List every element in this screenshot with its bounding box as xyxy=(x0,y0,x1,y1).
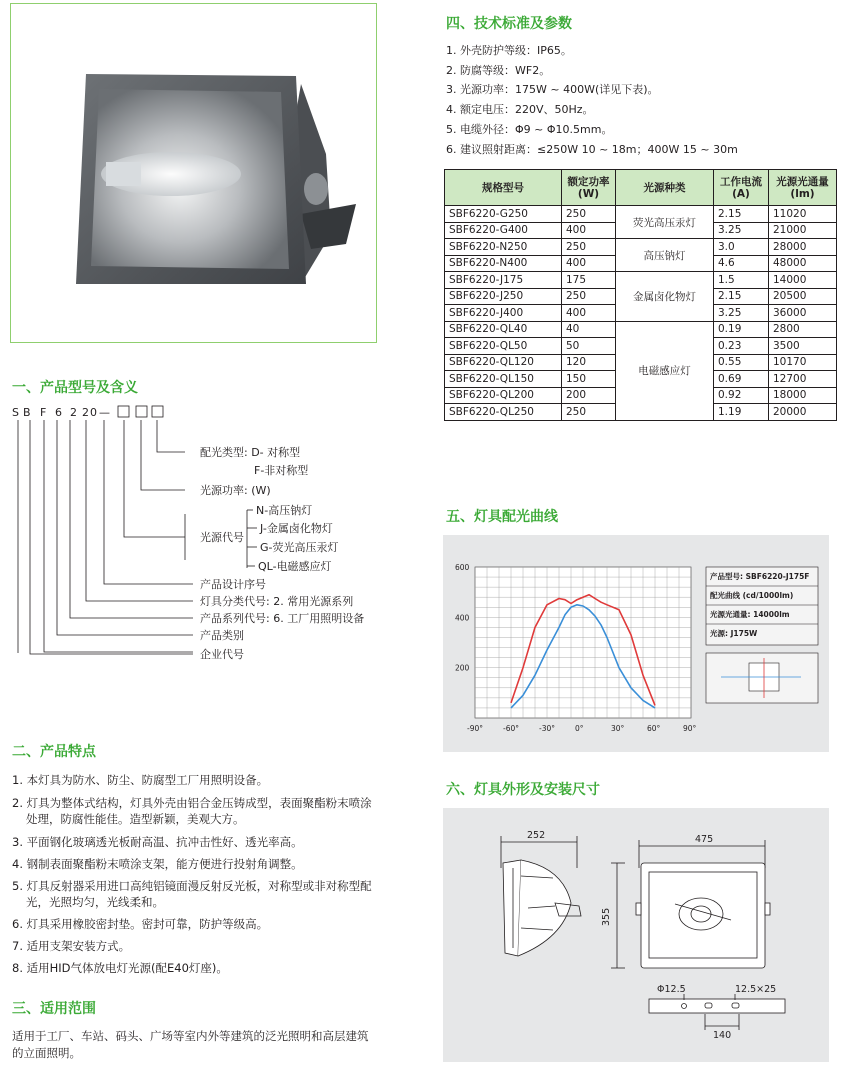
x-tick-label: -60° xyxy=(503,724,519,733)
info-model: 产品型号: SBF6220-J175F xyxy=(710,572,810,581)
cell-flux: 36000 xyxy=(769,305,837,322)
dim-slot: 12.5×25 xyxy=(735,984,777,995)
x-tick-label: -30° xyxy=(539,724,555,733)
section3-title: 三、适用范围 xyxy=(12,1001,96,1017)
x-tick-label: 0° xyxy=(575,724,584,733)
code-char-0: 0 xyxy=(90,406,97,419)
x-tick-label: 60° xyxy=(647,724,661,733)
code-line-series: 产品系列代号: 6. 工厂用照明设备 xyxy=(200,612,365,625)
code-dash: — xyxy=(99,406,110,419)
code-char-2a: 2 xyxy=(70,406,77,419)
dimension-drawing xyxy=(443,808,829,1062)
spec-voltage: 4. 额定电压：220V、50Hz。 xyxy=(446,103,594,116)
feature-item-2-cont: 处理，防腐性能佳。造型新颖，美观大方。 xyxy=(26,812,245,826)
cell-power: 200 xyxy=(562,387,616,404)
feature-item-7: 7. 适用支架安装方式。 xyxy=(12,939,131,953)
cell-model: SBF6220-QL250 xyxy=(445,404,562,421)
dim-side-width: 252 xyxy=(527,830,546,841)
cell-model: SBF6220-J175 xyxy=(445,272,562,289)
code-char-F: F xyxy=(40,406,47,419)
code-line-category: 产品类别 xyxy=(200,629,244,642)
cell-current: 0.19 xyxy=(714,321,769,338)
cell-model: SBF6220-G250 xyxy=(445,206,562,223)
table-header-row xyxy=(445,170,837,206)
code-line-classification: 灯具分类代号: 2. 常用光源系列 xyxy=(200,595,354,608)
table-row xyxy=(445,272,837,289)
cell-power: 250 xyxy=(562,404,616,421)
info-flux: 光源光通量: 14000lm xyxy=(710,610,790,619)
cell-current: 3.25 xyxy=(714,222,769,239)
feature-item-5: 5. 灯具反射器采用进口高纯铝镜面漫反射反光板，对称型或非对称型配 xyxy=(12,879,372,893)
section2-title: 二、产品特点 xyxy=(12,744,96,760)
cell-model: SBF6220-QL40 xyxy=(445,321,562,338)
cell-model: SBF6220-J400 xyxy=(445,305,562,322)
cell-model: SBF6220-QL150 xyxy=(445,371,562,388)
cell-current: 1.5 xyxy=(714,272,769,289)
spec-distance: 6. 建议照射距离：≤250W 10 ~ 18m；400W 15 ~ 30m xyxy=(446,143,738,156)
code-char-6: 6 xyxy=(55,406,62,419)
section6-title: 六、灯具外形及安装尺寸 xyxy=(446,782,600,798)
cell-power: 250 xyxy=(562,239,616,256)
code-line-metal-halide: J-金属卤化物灯 xyxy=(260,522,333,535)
dimension-panel xyxy=(443,808,829,1062)
cell-power: 250 xyxy=(562,288,616,305)
code-char-2b: 2 xyxy=(82,406,89,419)
feature-item-5-cont: 光，光照均匀，光线柔和。 xyxy=(26,895,164,909)
info-curve: 配光曲线 (cd/1000lm) xyxy=(710,591,794,600)
y-tick-label: 400 xyxy=(455,613,470,623)
cell-source-type: 金属卤化物灯 xyxy=(616,272,714,322)
cell-current: 0.69 xyxy=(714,371,769,388)
header-source: 光源种类 xyxy=(616,170,714,206)
y-tick-label: 200 xyxy=(455,663,470,673)
feature-item-8: 8. 适用HID气体放电灯光源(配E40灯座)。 xyxy=(12,961,228,975)
light-distribution-chart xyxy=(443,535,829,752)
spec-power: 3. 光源功率：175W ~ 400W(详见下表)。 xyxy=(446,83,659,96)
cell-source-type: 高压钠灯 xyxy=(616,239,714,272)
curve-panel xyxy=(443,535,829,752)
cell-current: 0.55 xyxy=(714,354,769,371)
x-tick-label: -90° xyxy=(467,724,483,733)
cell-current: 1.19 xyxy=(714,404,769,421)
model-code-diagram xyxy=(10,402,410,677)
cell-model: SBF6220-G400 xyxy=(445,222,562,239)
cell-source-type: 电磁感应灯 xyxy=(616,321,714,420)
feature-item-2: 2. 灯具为整体式结构，灯具外壳由铝合金压铸成型，表面聚酯粉末喷涂 xyxy=(12,796,372,810)
code-line-source-code: 光源代号 xyxy=(200,531,244,544)
header-model: 规格型号 xyxy=(445,170,562,206)
cell-flux: 11020 xyxy=(769,206,837,223)
cell-flux: 20000 xyxy=(769,404,837,421)
cell-flux: 10170 xyxy=(769,354,837,371)
cell-model: SBF6220-QL200 xyxy=(445,387,562,404)
section4-title: 四、技术标准及参数 xyxy=(446,16,572,32)
dim-spacing: 140 xyxy=(713,1030,732,1041)
cell-flux: 2800 xyxy=(769,321,837,338)
cell-current: 2.15 xyxy=(714,288,769,305)
header-current: 工作电流 (A) xyxy=(714,170,769,206)
cell-model: SBF6220-N400 xyxy=(445,255,562,272)
cell-power: 150 xyxy=(562,371,616,388)
cell-power: 250 xyxy=(562,206,616,223)
dim-front-width: 475 xyxy=(695,834,714,845)
cell-current: 0.23 xyxy=(714,338,769,355)
cell-power: 400 xyxy=(562,255,616,272)
dim-hole: Φ12.5 xyxy=(657,984,686,995)
code-line-light-distribution: 配光类型: D- 对称型 xyxy=(200,446,301,459)
table-row xyxy=(445,239,837,256)
code-line-enterprise: 企业代号 xyxy=(200,648,244,661)
code-line-power: 光源功率: (W) xyxy=(200,484,271,497)
table-row xyxy=(445,321,837,338)
y-tick-label: 600 xyxy=(455,563,470,572)
x-tick-label: 90° xyxy=(683,724,697,733)
cell-flux: 48000 xyxy=(769,255,837,272)
spec-cable: 5. 电缆外径：Φ9 ~ Φ10.5mm。 xyxy=(446,123,613,136)
dim-front-height: 355 xyxy=(601,907,612,926)
code-line-induction: QL-电磁感应灯 xyxy=(258,560,332,573)
code-line-asymmetric: F-非对称型 xyxy=(254,464,309,477)
feature-item-4: 4. 钢制表面聚酯粉末喷涂支架，能方便进行投射角调整。 xyxy=(12,857,303,871)
code-line-design-serial: 产品设计序号 xyxy=(200,578,266,591)
section1-title: 一、产品型号及含义 xyxy=(12,380,138,396)
spec-corrosion: 2. 防腐等级：WF2。 xyxy=(446,64,551,77)
header-power: 额定功率 (W) xyxy=(562,170,616,206)
product-photo-frame xyxy=(10,3,377,343)
cell-power: 400 xyxy=(562,222,616,239)
feature-item-3: 3. 平面钢化玻璃透光板耐高温、抗冲击性好、透光率高。 xyxy=(12,835,303,849)
cell-power: 120 xyxy=(562,354,616,371)
cell-current: 4.6 xyxy=(714,255,769,272)
table-row xyxy=(445,206,837,223)
floodlight-photo-icon xyxy=(11,4,376,342)
cell-flux: 18000 xyxy=(769,387,837,404)
usage-line-2: 的立面照明。 xyxy=(12,1046,81,1060)
spec-table xyxy=(444,169,837,421)
cell-flux: 14000 xyxy=(769,272,837,289)
cell-flux: 28000 xyxy=(769,239,837,256)
code-line-sodium: N-高压钠灯 xyxy=(256,504,313,517)
cell-model: SBF6220-QL50 xyxy=(445,338,562,355)
cell-power: 40 xyxy=(562,321,616,338)
cell-current: 0.92 xyxy=(714,387,769,404)
cell-source-type: 荧光高压汞灯 xyxy=(616,206,714,239)
cell-model: SBF6220-N250 xyxy=(445,239,562,256)
feature-item-1: 1. 本灯具为防水、防尘、防腐型工厂用照明设备。 xyxy=(12,773,269,787)
cell-model: SBF6220-J250 xyxy=(445,288,562,305)
cell-flux: 21000 xyxy=(769,222,837,239)
x-tick-label: 30° xyxy=(611,724,625,733)
spec-ip: 1. 外壳防护等级：IP65。 xyxy=(446,44,572,57)
cell-flux: 12700 xyxy=(769,371,837,388)
usage-line-1: 适用于工厂、车站、码头、广场等室内外等建筑的泛光照明和高层建筑 xyxy=(12,1029,369,1043)
feature-item-6: 6. 灯具采用橡胶密封垫。密封可靠，防护等级高。 xyxy=(12,917,269,931)
code-char-S1: S xyxy=(12,406,19,419)
header-flux: 光源光通量 (lm) xyxy=(769,170,837,206)
code-line-mercury: G-荧光高压汞灯 xyxy=(260,541,339,554)
info-source: 光源: J175W xyxy=(710,629,758,638)
cell-current: 2.15 xyxy=(714,206,769,223)
code-char-B: B xyxy=(23,406,31,419)
cell-flux: 20500 xyxy=(769,288,837,305)
cell-flux: 3500 xyxy=(769,338,837,355)
cell-power: 50 xyxy=(562,338,616,355)
cell-power: 175 xyxy=(562,272,616,289)
cell-model: SBF6220-QL120 xyxy=(445,354,562,371)
cell-current: 3.0 xyxy=(714,239,769,256)
cell-power: 400 xyxy=(562,305,616,322)
section5-title: 五、灯具配光曲线 xyxy=(446,509,558,525)
cell-current: 3.25 xyxy=(714,305,769,322)
